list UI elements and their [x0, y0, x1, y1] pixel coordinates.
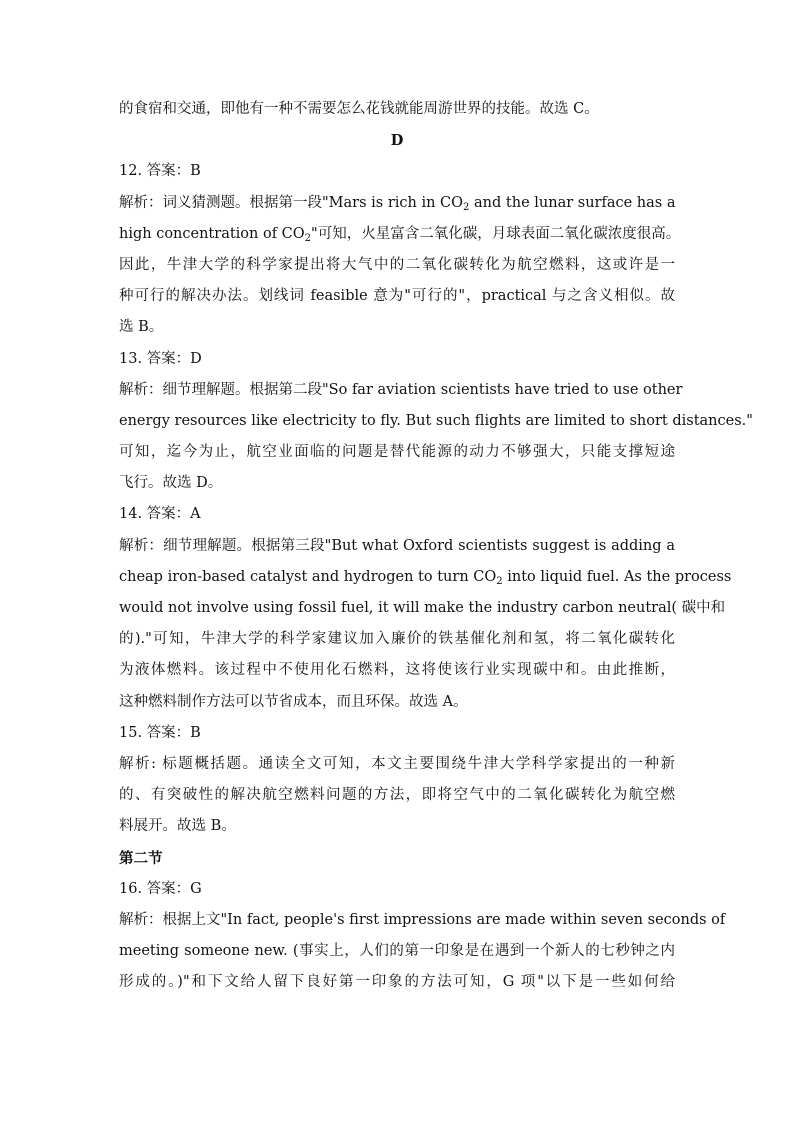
analysis-12-line-1: 解析：词义猜测题。根据第一段"Mars is rich in $CO_2$ and the lunar surface has a: [119, 194, 676, 213]
answer-15: 15. 答案：B: [119, 724, 201, 741]
analysis-14-line-3: would not involve using fossil fuel, it will make the industry carbon neutral( 碳中和: [119, 600, 726, 616]
analysis-12-line-4: 种可行的解决办法。划线词 feasible 意为"可行的"，practical 与之含义相似。故: [119, 288, 675, 305]
section-heading-part-two: 第二节: [119, 849, 163, 867]
text-line-1: 的食宿和交通，即他有一种不需要怎么花钱就能周游世界的技能。故选 C。: [119, 101, 599, 117]
answer-14: 14. 答案：A: [119, 506, 201, 523]
analysis-12-line-2: high concentration of $CO_2$"可知，火星富含二氧化碳，月球表面二氧化碳浓度很高。: [119, 225, 681, 244]
analysis-12-line-5: 选 B。: [119, 319, 164, 336]
analysis-14-line-1: 解析：细节理解题。根据第三段"But what Oxford scientists suggest is adding a: [119, 537, 675, 554]
answer-16: 16. 答案：G: [119, 880, 202, 897]
analysis-13-line-2: energy resources like electricity to fly. But such flights are limited to short distances.": [119, 412, 753, 429]
answer-12: 12. 答案：B: [119, 163, 201, 180]
analysis-13-line-3: 可知，迄今为止，航空业面临的问题是替代能源的动力不够强大，只能支撑短途: [119, 444, 675, 461]
analysis-15-line-2: 的、有突破性的解决航空燃料问题的方法，即将空气中的二氧化碳转化为航空燃: [119, 787, 675, 804]
document-page: [119, 94, 753, 998]
analysis-12-line-3: 因此，牛津大学的科学家提出将大气中的二氧化碳转化为航空燃料，这或许是一: [119, 256, 675, 273]
analysis-14-line-2: cheap iron-based catalyst and hydrogen to turn $CO_2$ into liquid fuel. As the process: [119, 568, 732, 587]
analysis-14-line-6: 这种燃料制作方法可以节省成本，而且环保。故选 A。: [119, 693, 468, 710]
analysis-13-line-1: 解析：细节理解题。根据第二段"So far aviation scientists have tried to use other: [119, 381, 683, 398]
analysis-16-line-2: meeting someone new. (事实上，人们的第一印象是在遇到一个新人的七秒钟之内: [119, 943, 675, 960]
analysis-14-line-5: 为液体燃料。该过程中不使用化石燃料，这将使该行业实现碳中和。由此推断，: [119, 662, 675, 679]
analysis-16-line-1: 解析：根据上文"In fact, people's first impressions are made within seven seconds of: [119, 911, 726, 928]
answer-13: 13. 答案：D: [119, 350, 202, 367]
analysis-15-line-1: 解析: 标题概括题。通读全文可知，本文主要围绕牛津大学科学家提出的一种新: [119, 755, 675, 772]
analysis-14-line-4: 的)."可知，牛津大学的科学家建议加入廉价的铁基催化剂和氢，将二氧化碳转化: [119, 631, 675, 648]
analysis-16-line-3: 形成的。)"和下文给人留下良好第一印象的方法可知，G 项"以下是一些如何给: [119, 974, 675, 991]
analysis-15-line-3: 料展开。故选 B。: [119, 818, 236, 835]
analysis-13-line-4: 飞行。故选 D。: [119, 475, 223, 492]
section-heading-d: D: [390, 132, 404, 150]
